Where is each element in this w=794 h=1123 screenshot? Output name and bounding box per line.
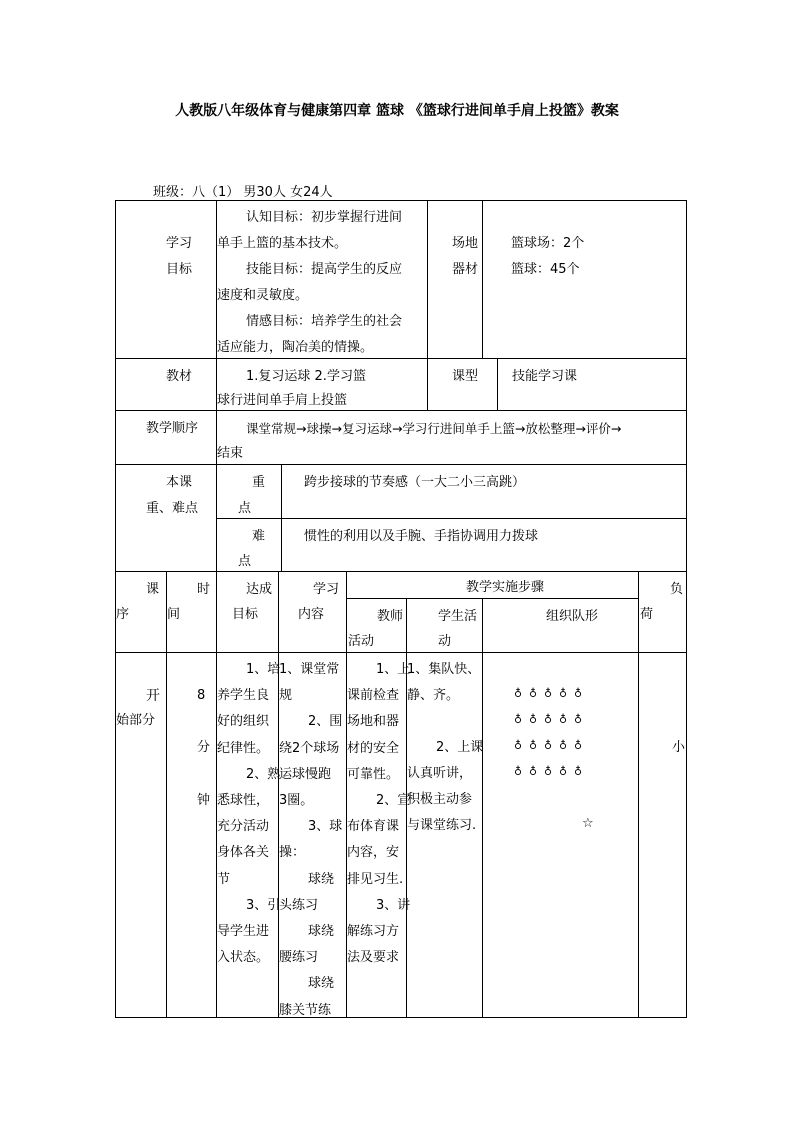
objectives-text-line: 认知目标：初步掌握行进间 [246,210,403,225]
objectives-label-line: 目标 [166,262,193,277]
key-points-label-line: 重、难点 [146,501,199,516]
key-points-label-line: 本课 [166,475,193,490]
opening-load: 小 [672,740,686,755]
lesson-type-label: 课型 [452,369,479,384]
material-text-line: 1.复习运球 2.学习篮 [246,369,366,384]
table-rule [115,652,687,653]
table-rule [166,571,167,1018]
difficulty-label-line: 难 [252,529,266,544]
student-person-icon: ♁ [574,765,583,778]
student-person-icon: ♁ [559,739,568,752]
teacher-text-line: 3、讲 [376,897,411,913]
objectives-text-line: 速度和灵敏度。 [217,288,309,303]
goal-text-line: 身体各关 [217,845,270,861]
header-student-line: 动 [438,634,452,649]
header-teacher-line: 活动 [348,634,375,649]
student-person-icon: ♁ [514,739,523,752]
goal-text-line: 纪律性。 [217,740,270,756]
student-person-icon: ♁ [529,713,538,726]
teacher-text-line: 2、宣 [376,793,411,808]
goal-text-line: 入状态。 [217,950,270,966]
content-text-line: 头练习 [279,897,319,913]
table-border-bottom [115,1017,687,1018]
student-person-icon: ♁ [529,765,538,778]
content-text-line: 1、课堂常 [279,662,340,677]
teacher-text-line: 可靠性。 [347,766,400,782]
student-person-icon: ♁ [559,765,568,778]
goal-text-line: 好的组织 [217,714,270,730]
student-person-icon: ♁ [514,713,523,726]
teacher-text-line: 布体育课 [347,819,400,835]
objectives-text-line: 情感目标：培养学生的社会 [246,314,403,329]
header-time-line: 时 [197,582,211,597]
content-text-line: 操： [279,845,306,861]
goal-text-line: 充分活动 [217,819,270,835]
goal-text-line: 悉球性， [217,793,270,808]
goal-text-line: 养学生良 [217,688,270,704]
student-person-icon: ♁ [574,713,583,726]
content-text-line: 规 [279,688,293,704]
table-rule [427,358,428,410]
table-rule [638,571,639,1018]
student-person-icon: ♁ [559,713,568,726]
teacher-text-line: 内容，安 [347,845,400,861]
content-text-line: 运球慢跑 [279,766,332,782]
order-text-line: 结束 [217,446,244,461]
venue-label-line: 器材 [452,262,479,277]
student-text-line: 认真听讲， [407,766,473,781]
student-person-icon: ♁ [544,687,553,700]
table-rule [482,598,483,1018]
header-teacher-line: 教师 [377,609,404,624]
header-content-line: 内容 [298,607,325,622]
venue-text-line: 篮球场：2个 [511,236,585,251]
content-text-line: 绕2个球场 [279,740,340,756]
student-text-line: 静、齐。 [407,688,460,703]
opening-seq-line: 始部分 [116,713,156,728]
header-goal-line: 达成 [246,582,273,597]
student-person-icon: ♁ [574,739,583,752]
opening-time-line: 分 [197,740,211,755]
header-time-line: 间 [167,607,181,622]
student-person-icon: ♁ [544,765,553,778]
student-person-icon: ♁ [574,687,583,700]
goal-text-line: 1、培 [246,662,281,677]
table-rule [115,410,687,411]
document-title: 人教版八年级体育与健康第四章 篮球 《篮球行进间单手肩上投篮》教案 [175,103,619,119]
table-rule [281,464,282,572]
student-person-icon: ♁ [559,687,568,700]
table-rule [115,571,687,572]
table-border-top [115,200,687,201]
material-label: 教材 [166,369,193,384]
teacher-star-icon: ☆ [582,816,594,831]
teacher-text-line: 排见习生. [347,871,404,887]
student-person-icon: ♁ [544,739,553,752]
header-steps: 教学实施步骤 [466,580,545,595]
key-point-label-line: 点 [238,501,252,516]
teacher-text-line: 场地和器 [347,714,400,730]
student-person-icon: ♁ [544,713,553,726]
material-text-line: 球行进间单手肩上投篮 [217,393,348,408]
teacher-text-line: 课前检查 [347,688,400,704]
key-point-label-line: 重 [252,475,266,490]
table-rule [115,358,687,359]
goal-text-line: 节 [217,871,231,887]
content-text-line: 球绕 [308,976,335,992]
opening-time-line: 8 [197,688,206,703]
teacher-text-line: 材的安全 [347,740,400,756]
table-rule [497,358,498,410]
objectives-label-line: 学习 [166,236,193,251]
table-border-right [686,200,687,1018]
goal-text-line: 2、熟 [246,766,281,782]
venue-text-line: 篮球：45个 [511,262,580,277]
student-text-line: 与课堂练习. [407,818,477,833]
objectives-text-line: 适应能力，陶冶美的情操。 [217,340,374,355]
teacher-text-line: 解练习方 [347,924,400,939]
difficulty-text: 惯性的利用以及手腕、手指协调用力拨球 [304,529,539,544]
objectives-text-line: 技能目标：提高学生的反应 [246,262,403,277]
table-rule [216,464,217,572]
difficulty-label-line: 点 [238,554,252,569]
key-point-text: 跨步接球的节奏感（一大二小三高跳） [304,475,526,490]
opening-seq-line: 开 [146,688,160,704]
table-rule [216,518,687,519]
student-text-line: 积极主动参 [407,792,473,807]
header-seq-line: 序 [116,607,130,622]
student-text-line: 2、上课 [436,740,484,755]
header-goal-line: 目标 [232,607,259,622]
content-text-line: 球绕 [308,871,335,887]
content-text-line: 3圈。 [279,793,314,808]
lesson-type-value: 技能学习课 [512,369,578,384]
class-info: 班级：八（1） 男30人 女24人 [153,185,333,200]
venue-label-line: 场地 [452,236,479,251]
teacher-text-line: 法及要求 [347,950,400,966]
header-content-line: 学习 [313,582,340,597]
header-load-line: 负 [670,582,684,597]
content-text-line: 3、球 [308,819,343,835]
content-text-line: 膝关节练 [279,1002,332,1018]
table-rule [427,200,428,358]
goal-text-line: 导学生进 [217,924,270,939]
goal-text-line: 3、引 [246,897,281,913]
student-person-icon: ♁ [514,765,523,778]
table-rule [115,464,687,465]
content-text-line: 球绕 [308,924,335,939]
order-text-line: 课堂常规→球操→复习运球→学习行进间单手上篮→放松整理→评价→ [246,421,622,436]
student-person-icon: ♁ [529,739,538,752]
table-rule [482,200,483,358]
header-load-line: 荷 [640,607,654,622]
content-text-line: 腰练习 [279,950,319,966]
header-formation: 组织队形 [546,609,599,624]
header-seq-line: 课 [146,582,160,597]
teacher-text-line: 1、上 [376,662,411,677]
student-person-icon: ♁ [514,687,523,700]
header-student-line: 学生活 [438,609,478,624]
student-text-line: 1、集队快、 [407,662,481,677]
opening-time-line: 钟 [197,793,211,808]
student-person-icon: ♁ [529,687,538,700]
objectives-text-line: 单手上篮的基本技术。 [217,236,348,251]
content-text-line: 2、围 [308,714,343,730]
order-label: 教学顺序 [146,421,199,436]
